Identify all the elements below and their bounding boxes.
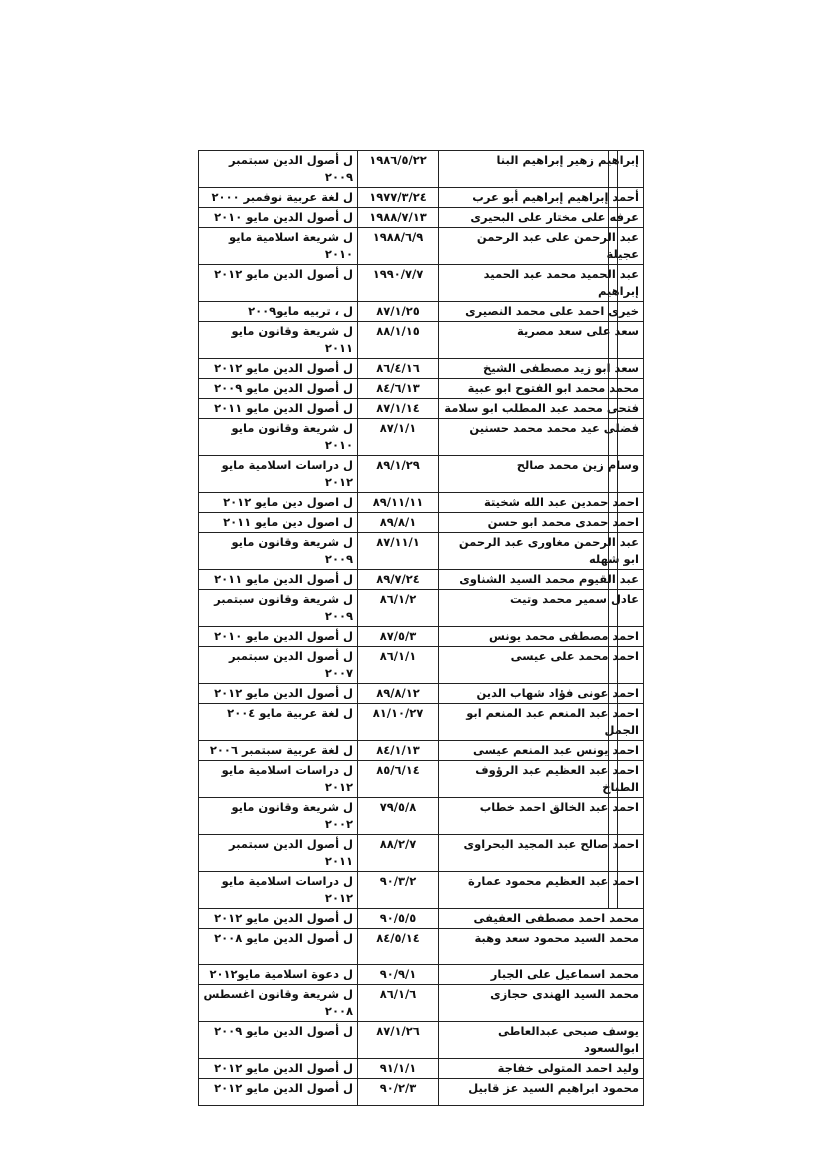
qualification-cell: ل أصول الدين مايو ٢٠١٢ (199, 265, 358, 302)
birth-date-cell: ٩٠/٩/١ (358, 965, 439, 985)
table-row (199, 1022, 644, 1059)
qualification-cell: ل أصول الدين مايو ٢٠١٠ (199, 208, 358, 228)
qualification-cell: ل أصول الدين مايو ٢٠١٢ (199, 1059, 358, 1079)
qualification-cell: ل لغة عربية نوفمبر ٢٠٠٠ (199, 188, 358, 208)
birth-date-cell: ١٩٨٨/٧/١٣ (358, 208, 439, 228)
birth-date-cell: ١٩٨٦/٥/٢٢ (358, 151, 439, 188)
birth-date-cell: ١٩٨٨/٦/٩ (358, 228, 439, 265)
birth-date-cell: ٧٩/٥/٨ (358, 798, 439, 835)
name-cell: محمد اسماعيل على الجبار (439, 965, 644, 985)
roster-body (199, 151, 644, 1106)
table-row (199, 1079, 644, 1106)
name-cell: فتحى محمد عبد المطلب ابو سلامة (439, 399, 644, 419)
qualification-cell: ل شريعة وقانون اغسطس ٢٠٠٨ (199, 985, 358, 1022)
table-row (199, 379, 644, 399)
qualification-cell: ل أصول الدين مايو ٢٠٠٩ (199, 379, 358, 399)
birth-date-cell: ٨٦/١/٢ (358, 590, 439, 627)
name-cell: محمد السيد الهندى حجازى (439, 985, 644, 1022)
birth-date-cell: ٨٨/٢/٧ (358, 835, 439, 872)
birth-date-cell: ٩٠/٢/٣ (358, 1079, 439, 1106)
qualification-cell: ل شريعة وقانون مايو ٢٠٠٢ (199, 798, 358, 835)
qualification-cell: ل أصول الدين مايو ٢٠٠٩ (199, 1022, 358, 1059)
table-row (199, 322, 644, 359)
table-row (199, 228, 644, 265)
birth-date-cell: ٨١/١٠/٢٧ (358, 704, 439, 741)
name-cell: سعد ابو زيد مصطفى الشيخ (439, 359, 644, 379)
qualification-cell: ل أصول الدين مايو ٢٠٠٨ (199, 929, 358, 965)
name-cell: عبد الرحمن على عبد الرحمن عجيلة (439, 228, 644, 265)
birth-date-cell: ٩٠/٣/٢ (358, 872, 439, 909)
name-cell: احمد حمدين عبد الله شخيتة (439, 493, 644, 513)
table-row (199, 704, 644, 741)
birth-date-cell: ٨٦/٤/١٦ (358, 359, 439, 379)
table-row (199, 456, 644, 493)
table-row (199, 798, 644, 835)
table-row (199, 359, 644, 379)
birth-date-cell: ٨٧/١١/١ (358, 533, 439, 570)
name-cell: سعد على سعد مصرية (439, 322, 644, 359)
table-row (199, 929, 644, 965)
table-row (199, 570, 644, 590)
birth-date-cell: ٨٧/١/٢٦ (358, 1022, 439, 1059)
birth-date-cell: ١٩٩٠/٧/٧ (358, 265, 439, 302)
name-cell: احمد محمد على عيسى (439, 647, 644, 684)
qualification-cell: ل اصول دين مايو ٢٠١١ (199, 513, 358, 533)
birth-date-cell: ٨٩/٧/٢٤ (358, 570, 439, 590)
birth-date-cell: ٨٤/١/١٣ (358, 741, 439, 761)
table-row (199, 872, 644, 909)
name-cell: يوسف صبحى عبدالعاطى ابوالسعود (439, 1022, 644, 1059)
qualification-cell: ل أصول الدين مايو ٢٠١٢ (199, 684, 358, 704)
qualification-cell: ل أصول الدين مايو ٢٠١٢ (199, 1079, 358, 1106)
table-row (199, 741, 644, 761)
name-cell: عبد الحميد محمد عبد الحميد إبراهيم (439, 265, 644, 302)
qualification-cell: ل شريعة وقانون مايو ٢٠٠٩ (199, 533, 358, 570)
name-cell: خيرى احمد على محمد النصيرى (439, 302, 644, 322)
name-cell: إبراهيم زهير إبراهيم البنا (439, 151, 644, 188)
birth-date-cell: ١٩٧٧/٣/٢٤ (358, 188, 439, 208)
name-cell: فضلى عيد محمد محمد حسنين (439, 419, 644, 456)
roster-table (198, 150, 644, 1106)
birth-date-cell: ٨٧/١/١٤ (358, 399, 439, 419)
table-row (199, 761, 644, 798)
table-row (199, 533, 644, 570)
name-cell: عبد القيوم محمد السيد الشناوى (439, 570, 644, 590)
table-row (199, 965, 644, 985)
name-cell: احمد عونى فؤاد شهاب الدين (439, 684, 644, 704)
table-row (199, 513, 644, 533)
qualification-cell: ل لغة عربية سبتمبر ٢٠٠٦ (199, 741, 358, 761)
qualification-cell: ل أصول الدين سبتمبر ٢٠٠٧ (199, 647, 358, 684)
name-cell: عرفه على مختار على البحيرى (439, 208, 644, 228)
name-cell: احمد عبد المنعم عبد المنعم ابو الجمل (439, 704, 644, 741)
table-row (199, 1059, 644, 1079)
birth-date-cell: ٨٦/١/١ (358, 647, 439, 684)
table-row (199, 835, 644, 872)
table-row (199, 208, 644, 228)
table-row (199, 302, 644, 322)
table-row (199, 419, 644, 456)
qualification-cell: ل أصول الدين مايو ٢٠١٢ (199, 359, 358, 379)
name-cell: احمد مصطفى محمد يونس (439, 627, 644, 647)
table-row (199, 265, 644, 302)
table-row (199, 493, 644, 513)
birth-date-cell: ٨٩/٨/١٢ (358, 684, 439, 704)
name-cell: أحمد إبراهيم إبراهيم أبو عرب (439, 188, 644, 208)
name-cell: محمود ابراهيم السيد عز قابيل (439, 1079, 644, 1106)
qualification-cell: ل ، تربيه مايو٢٠٠٩ (199, 302, 358, 322)
name-cell: عادل سمير محمد وتيت (439, 590, 644, 627)
qualification-cell: ل شريعة وقانون سبتمبر ٢٠٠٩ (199, 590, 358, 627)
birth-date-cell: ٨٤/٥/١٤ (358, 929, 439, 965)
qualification-cell: ل أصول الدين سبتمبر ٢٠١١ (199, 835, 358, 872)
qualification-cell: ل اصول دين مايو ٢٠١٢ (199, 493, 358, 513)
qualification-cell: ل دراسات اسلامية مايو ٢٠١٢ (199, 456, 358, 493)
name-cell: احمد صالح عبد المجيد البحراوى (439, 835, 644, 872)
name-cell: احمد عبد العظيم محمود عمارة (439, 872, 644, 909)
birth-date-cell: ٨٧/٥/٣ (358, 627, 439, 647)
table-row (199, 590, 644, 627)
qualification-cell: ل أصول الدين مايو ٢٠١٢ (199, 909, 358, 929)
qualification-cell: ل شريعة وقانون مايو ٢٠١١ (199, 322, 358, 359)
birth-date-cell: ٨٧/١/٢٥ (358, 302, 439, 322)
table-row (199, 627, 644, 647)
qualification-cell: ل شريعة وقانون مايو ٢٠١٠ (199, 419, 358, 456)
name-cell: احمد حمدى محمد ابو حسن (439, 513, 644, 533)
name-cell: محمد السيد محمود سعد وهبة (439, 929, 644, 965)
table-row (199, 151, 644, 188)
table-row (199, 684, 644, 704)
name-cell: محمد محمد ابو الفتوح ابو عبية (439, 379, 644, 399)
name-cell: احمد عبد العظيم عبد الرؤوف الطباخ (439, 761, 644, 798)
qualification-cell: ل دعوة اسلامية مايو٢٠١٢ (199, 965, 358, 985)
qualification-cell: ل شريعة اسلامية مايو ٢٠١٠ (199, 228, 358, 265)
table-row (199, 909, 644, 929)
birth-date-cell: ٨٩/٨/١ (358, 513, 439, 533)
qualification-cell: ل أصول الدين سبتمبر ٢٠٠٩ (199, 151, 358, 188)
birth-date-cell: ٨٤/٦/١٣ (358, 379, 439, 399)
name-cell: محمد احمد مصطفى العفيفى (439, 909, 644, 929)
table-edge-column (608, 150, 618, 908)
qualification-cell: ل دراسات اسلامية مايو ٢٠١٢ (199, 872, 358, 909)
qualification-cell: ل دراسات اسلامية مايو ٢٠١٢ (199, 761, 358, 798)
birth-date-cell: ٨٩/١١/١١ (358, 493, 439, 513)
birth-date-cell: ٩٠/٥/٥ (358, 909, 439, 929)
name-cell: احمد يونس عبد المنعم عيسى (439, 741, 644, 761)
name-cell: وسام زين محمد صالح (439, 456, 644, 493)
qualification-cell: ل أصول الدين مايو ٢٠١١ (199, 399, 358, 419)
name-cell: وليد احمد المتولى خفاجة (439, 1059, 644, 1079)
birth-date-cell: ٨٥/٦/١٤ (358, 761, 439, 798)
birth-date-cell: ٨٩/١/٢٩ (358, 456, 439, 493)
name-cell: عبد الرحمن مغاورى عبد الرحمن ابو شهله (439, 533, 644, 570)
birth-date-cell: ٩١/١/١ (358, 1059, 439, 1079)
table-row (199, 647, 644, 684)
qualification-cell: ل لغة عربية مايو ٢٠٠٤ (199, 704, 358, 741)
name-cell: احمد عبد الخالق احمد خطاب (439, 798, 644, 835)
birth-date-cell: ٨٨/١/١٥ (358, 322, 439, 359)
table-row (199, 985, 644, 1022)
birth-date-cell: ٨٧/١/١ (358, 419, 439, 456)
table-row (199, 399, 644, 419)
birth-date-cell: ٨٦/١/٦ (358, 985, 439, 1022)
qualification-cell: ل أصول الدين مايو ٢٠١١ (199, 570, 358, 590)
qualification-cell: ل أصول الدين مايو ٢٠١٠ (199, 627, 358, 647)
table-row (199, 188, 644, 208)
